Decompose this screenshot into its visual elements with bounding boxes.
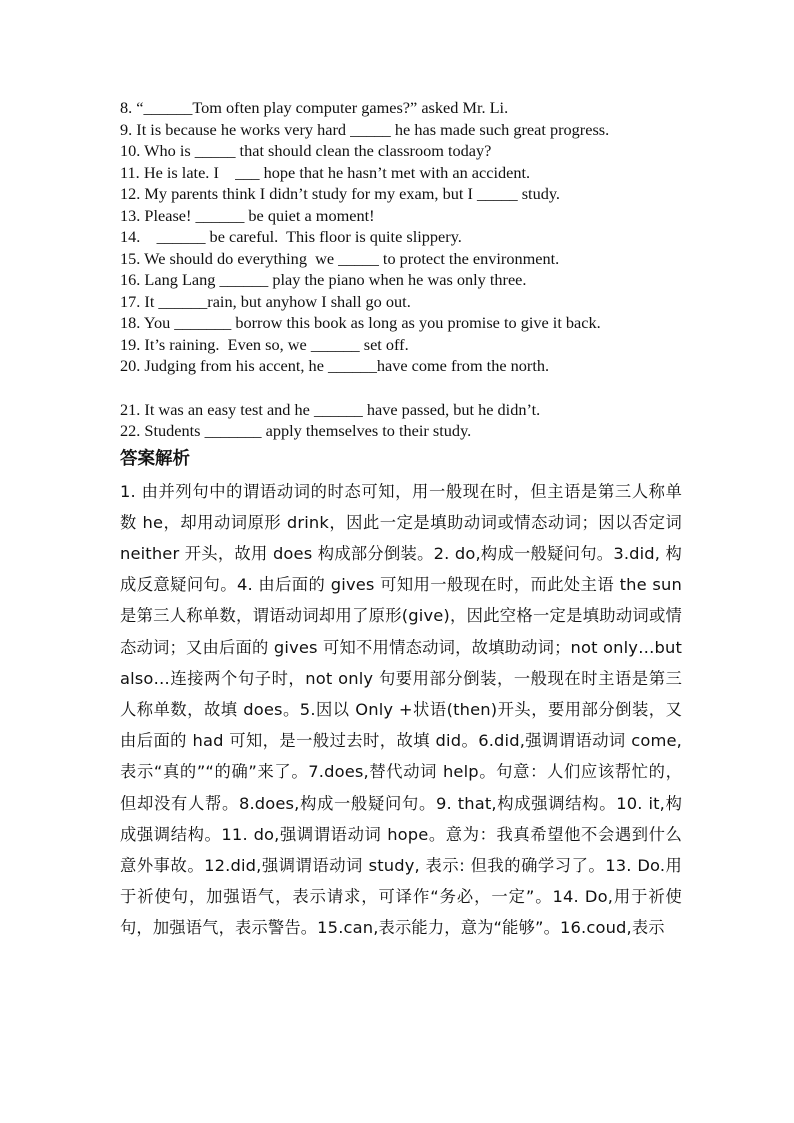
question-item: 11. He is late. I ___ hope that he hasn’t met with an accident. [120,162,531,182]
answer-explanation: 1. 由并列句中的谓语动词的时态可知，用一般现在时，但主语是第三人称单数 he，却用动词原形 drink，因此一定是填助动词或情态动词；因以否定词 neither 开头，故用 does 构成部分倒装。2. do,构成一般疑问句。3.did, 构成反意疑问句。4. 由后面的 gives 可知用一般现在时，而此处主语 the sun 是第三人称单数，谓语动词却用了原形(give)，因此空格一定是填助动词或情态动词；又由后面的 gives 可知不用情态动词，故填助动词；not only…but also…连接两个句子时，not only 句要用部分倒装，一般现在时主语是第三人称单数，故填 does。5.因以 Only +状语(then)开头，要用部分倒装，又由后面的 had 可知，是一般过去时，故填 did。6.did,强调谓语动词 come, 表示“真的”“的确”来了。7.does,替代动词 help。句意：人们应该帮忙的，但却没有人帮。8.does,构成一般疑问句。9. that,构成强调结构。10. it,构成强调结构。11. do,强调谓语动词 hope。意为：我真希望他不会遇到什么意外事故。12.did,强调谓语动词 study, 表示: 但我的确学习了。13. Do.用于祈使句，加强语气，表示请求，可译作“务必，一定”。14. Do,用于祈使句，加强语气，表示警告。15.can,表示能力，意为“能够”。16.coud,表示 [120,481,682,938]
question-item: 16. Lang Lang ______ play the piano when he was only three. [120,270,527,289]
question-item: 17. It ______rain, but anyhow I shall go out. [120,291,411,311]
question-item: 18. You _______ borrow this book as long as you promise to give it back. [120,313,601,332]
paragraph-gap [120,377,682,399]
question-item: 8. “______Tom often play computer games?” asked Mr. Li. [120,98,509,117]
question-item: 19. It’s raining. Even so, we ______ set off. [120,334,409,354]
question-item: 10. Who is _____ that should clean the classroom today? [120,141,492,160]
question-item: 9. It is because he works very hard _____ he has made such great progress. [120,119,610,139]
question-item: 20. Judging from his accent, he ______have come from the north. [120,356,550,375]
question-list [120,97,682,442]
question-item: 14. ______ be careful. This floor is quite slippery. [120,227,462,246]
question-item: 15. We should do everything we _____ to protect the environment. [120,248,560,268]
answer-section-title: 答案解析 [120,448,190,469]
question-item: 13. Please! ______ be quiet a moment! [120,205,375,225]
question-item: 12. My parents think I didn’t study for my exam, but I _____ study. [120,184,561,203]
question-item: 21. It was an easy test and he ______ have passed, but he didn’t. [120,399,541,419]
document-page [120,97,682,944]
question-item: 22. Students _______ apply themselves to their study. [120,421,472,440]
